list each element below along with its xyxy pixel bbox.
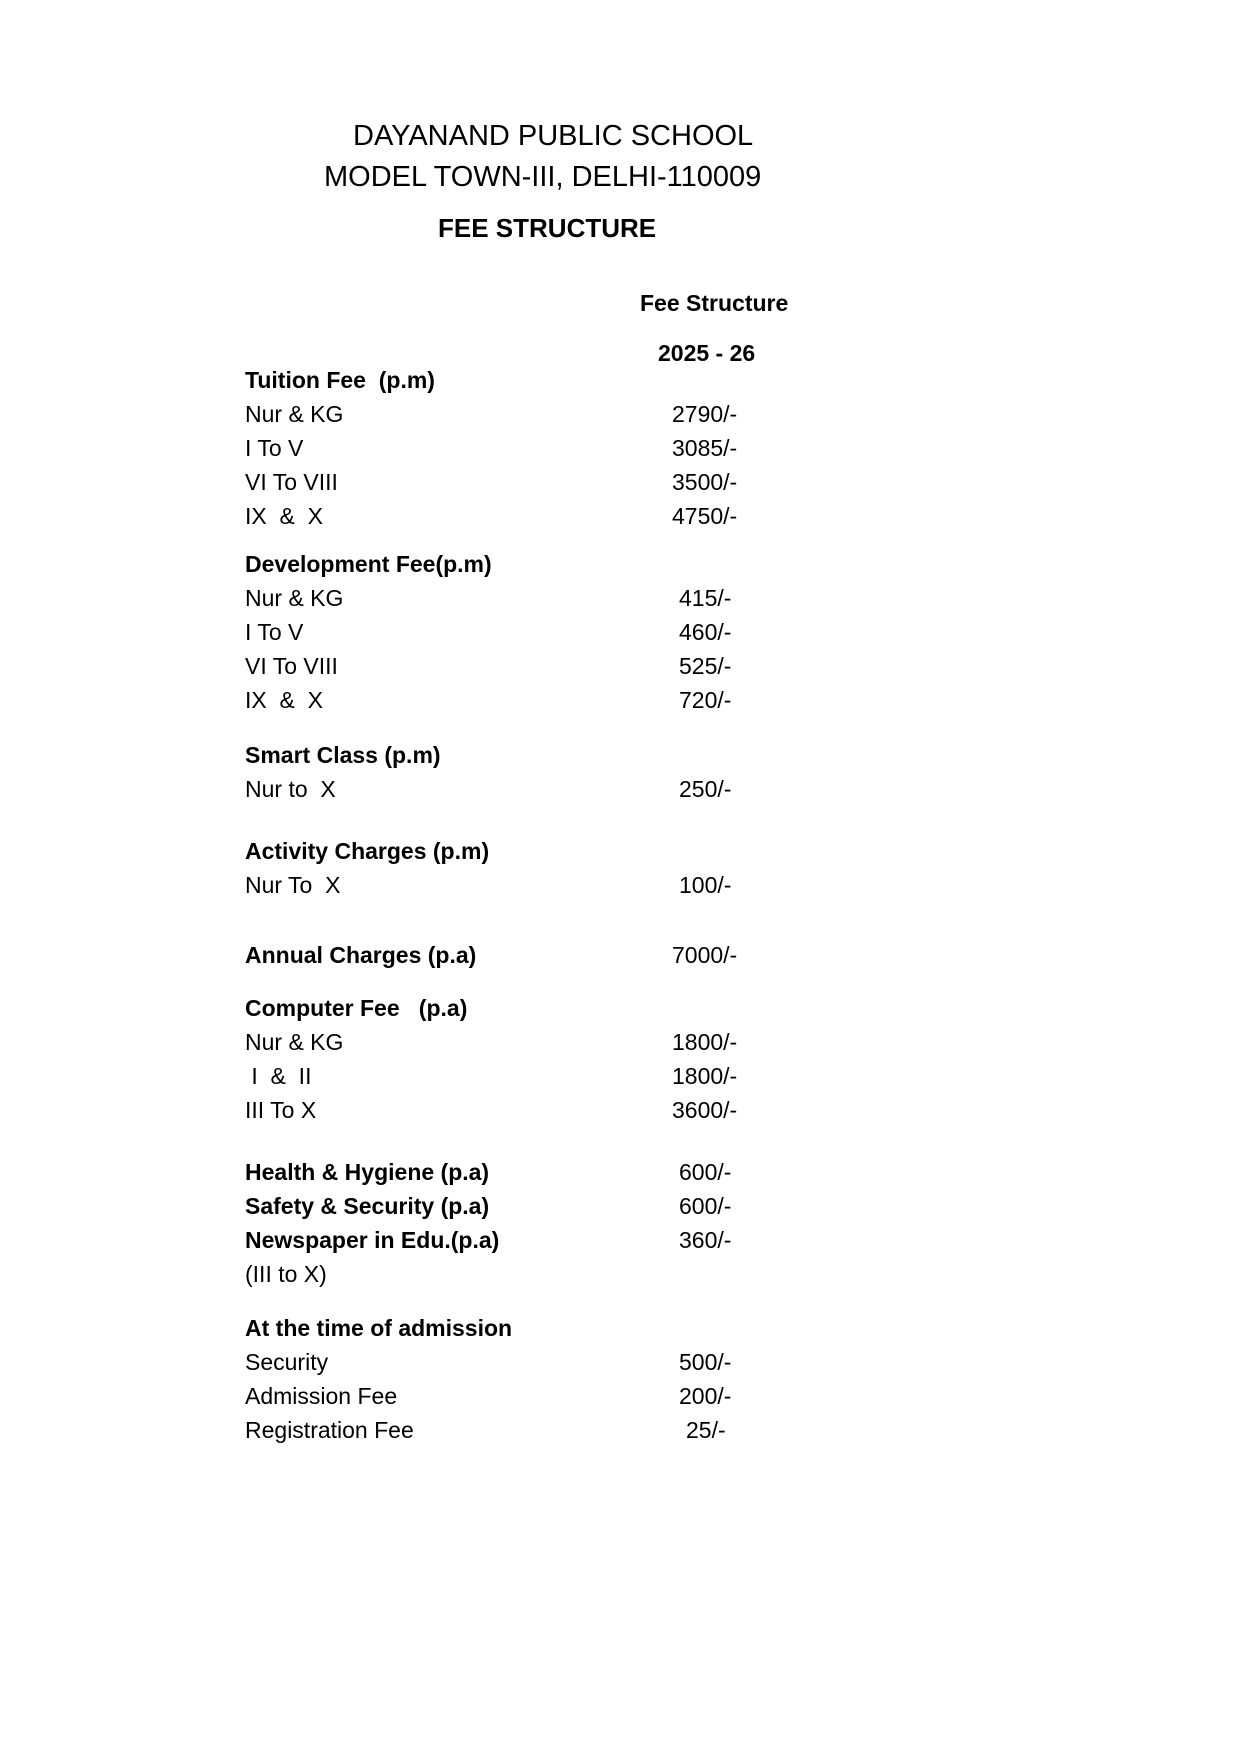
row-value: 2790/- xyxy=(672,401,738,427)
newspaper-value: 360/- xyxy=(679,1227,732,1253)
safety-security-label: Safety & Security (p.a) xyxy=(245,1193,490,1219)
row-label: Nur & KG xyxy=(245,401,344,427)
safety-security-value: 600/- xyxy=(679,1193,732,1219)
row-label: IX & X xyxy=(245,503,323,529)
document-title: FEE STRUCTURE xyxy=(438,213,657,243)
section-heading-admission: At the time of admission xyxy=(245,1315,513,1341)
section-heading-computer: Computer Fee (p.a) xyxy=(245,995,468,1021)
row-value: 3085/- xyxy=(672,435,738,461)
row-value: 200/- xyxy=(679,1383,732,1409)
health-hygiene-value: 600/- xyxy=(679,1159,732,1185)
row-label: III To X xyxy=(245,1097,317,1123)
row-label: Nur & KG xyxy=(245,585,344,611)
section-heading-development: Development Fee(p.m) xyxy=(245,551,492,577)
row-value: 525/- xyxy=(679,653,732,679)
row-value: 4750/- xyxy=(672,503,738,529)
row-value: 500/- xyxy=(679,1349,732,1375)
row-label: Admission Fee xyxy=(245,1383,398,1409)
row-value: 250/- xyxy=(679,776,732,802)
row-value: 3500/- xyxy=(672,469,738,495)
row-label: VI To VIII xyxy=(245,469,338,495)
row-value: 100/- xyxy=(679,872,732,898)
section-heading-activity: Activity Charges (p.m) xyxy=(245,838,490,864)
newspaper-label: Newspaper in Edu.(p.a) xyxy=(245,1227,500,1253)
row-value: 720/- xyxy=(679,687,732,713)
section-heading-annual: Annual Charges (p.a) xyxy=(245,942,477,968)
row-label: Registration Fee xyxy=(245,1417,414,1443)
row-value: 460/- xyxy=(679,619,732,645)
row-label: VI To VIII xyxy=(245,653,338,679)
health-hygiene-label: Health & Hygiene (p.a) xyxy=(245,1159,490,1185)
column-year: 2025 - 26 xyxy=(658,340,756,366)
section-heading-smart-class: Smart Class (p.m) xyxy=(245,742,441,768)
row-value: 1800/- xyxy=(672,1029,738,1055)
newspaper-note: (III to X) xyxy=(245,1261,327,1287)
row-value: 25/- xyxy=(686,1417,726,1443)
school-name: DAYANAND PUBLIC SCHOOL xyxy=(353,120,754,152)
row-label: Nur & KG xyxy=(245,1029,344,1055)
row-label: IX & X xyxy=(245,687,323,713)
row-label: Security xyxy=(245,1349,329,1375)
annual-value: 7000/- xyxy=(672,942,738,968)
row-label: I & II xyxy=(245,1063,312,1089)
row-label: Nur to X xyxy=(245,776,336,802)
row-label: I To V xyxy=(245,435,304,461)
column-heading: Fee Structure xyxy=(640,290,789,316)
section-heading-tuition: Tuition Fee (p.m) xyxy=(245,367,435,393)
row-value: 415/- xyxy=(679,585,732,611)
school-address: MODEL TOWN-III, DELHI-110009 xyxy=(324,161,762,193)
row-value: 1800/- xyxy=(672,1063,738,1089)
row-label: Nur To X xyxy=(245,872,341,898)
row-label: I To V xyxy=(245,619,304,645)
row-value: 3600/- xyxy=(672,1097,738,1123)
